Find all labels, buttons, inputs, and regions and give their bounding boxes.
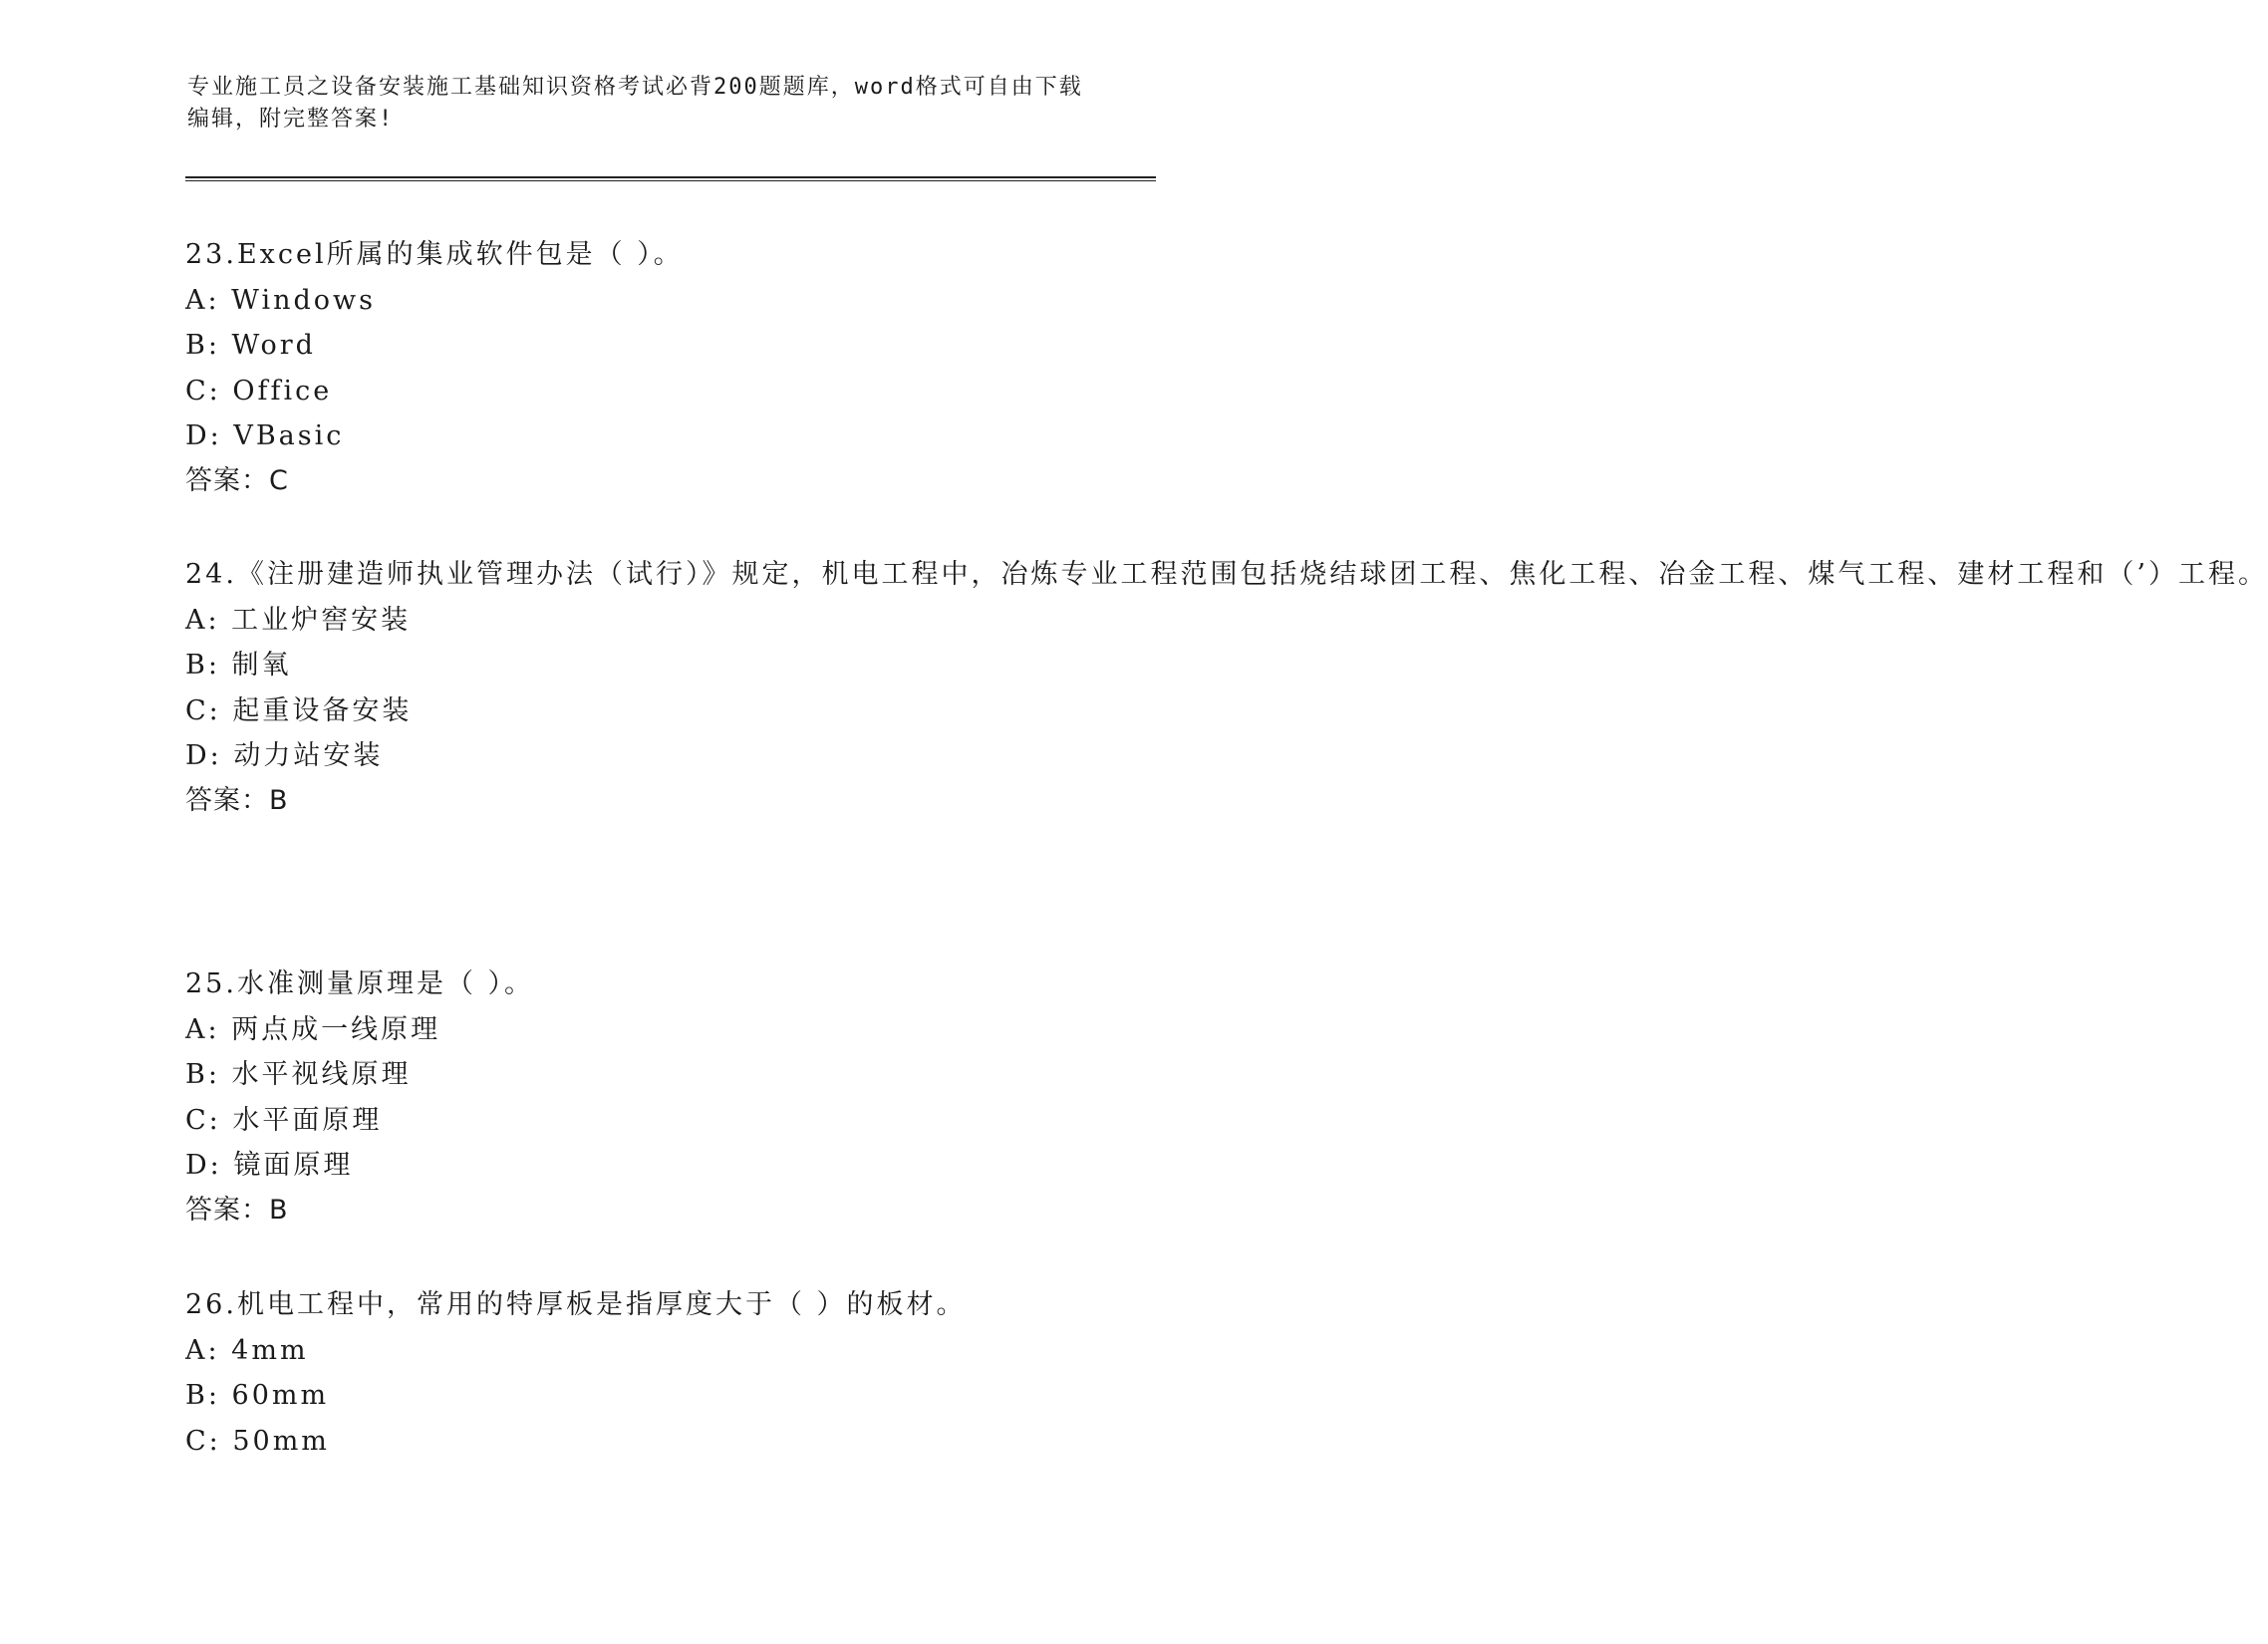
option-c: C: 50mm (185, 1425, 330, 1457)
option-d: D: 镜面原理 (185, 1150, 354, 1181)
header-divider (185, 176, 1156, 181)
answer-text: 答案：C (185, 464, 289, 496)
question-26 (185, 1282, 1082, 1464)
option-c: C: 起重设备安装 (185, 694, 413, 726)
option-a: A: 工业炉窖安装 (185, 604, 412, 636)
question-24 (185, 552, 2268, 823)
question-stem: 25.水准测量原理是（ ）。 (185, 968, 535, 999)
question-23 (185, 232, 1082, 503)
question-stem: 23.Excel所属的集成软件包是（ ）。 (185, 239, 684, 270)
option-a: A: 4mm (185, 1334, 309, 1366)
answer-text: 答案：B (185, 1194, 289, 1226)
option-c: C: 水平面原理 (185, 1104, 383, 1136)
option-a: A: Windows (185, 284, 376, 316)
option-b: B: 水平视线原理 (185, 1059, 412, 1090)
option-b: B: 制氧 (185, 650, 292, 681)
option-b: B: 60mm (185, 1380, 330, 1411)
document-intro: 专业施工员之设备安装施工基础知识资格考试必背200题题库，word格式可自由下载编辑，附完整答案! (187, 75, 1083, 132)
question-stem: 26.机电工程中，常用的特厚板是指厚度大于（ ）的板材。 (185, 1289, 967, 1320)
question-stem: 24.《注册建造师执业管理办法（试行）》规定，机电工程中，冶炼专业工程范围包括烧结球团工程、焦化工程、冶金工程、煤气工程、建材工程和（’）工程。 (185, 559, 2268, 590)
option-b: B: Word (185, 330, 316, 361)
option-d: D: 动力站安装 (185, 740, 384, 771)
option-c: C: Office (185, 375, 333, 407)
answer-text: 答案：B (185, 784, 289, 816)
option-a: A: 两点成一线原理 (185, 1013, 441, 1045)
question-25 (185, 961, 1082, 1233)
option-d: D: VBasic (185, 420, 345, 451)
